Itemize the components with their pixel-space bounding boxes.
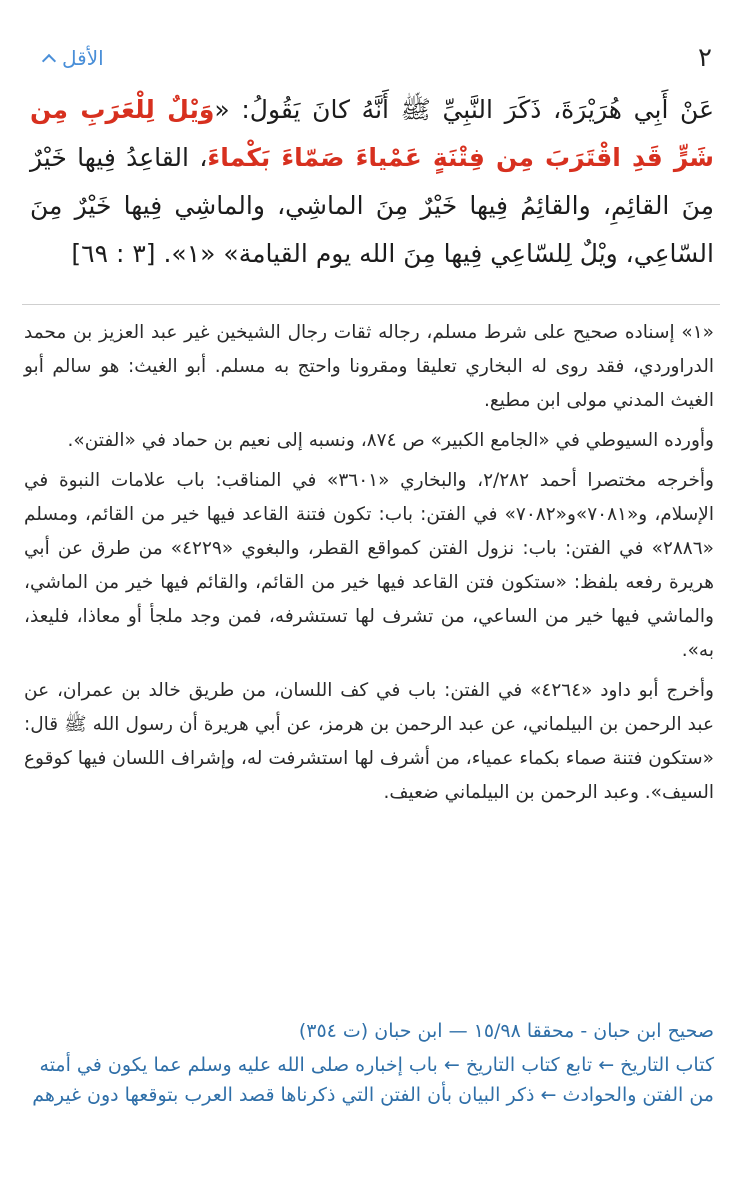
source-chapter-path[interactable]: كتاب التاريخ ← تابع كتاب التاريخ ← باب إخباره صلى الله عليه وسلم عما يكون في أمته من الفتن والحوادث ← ذكر البيان بأن الفتن التي ذكرناها قصد العرب بتوقعها دون غيرهم [32,1054,714,1106]
hadith-text-highlight: وَيْلٌ لِلْعَرَبِ مِن شَرٍّ قَدِ اقْتَرَبَ مِن فِتْنَةٍ عَمْياءَ صَمّاءَ بَكْماءَ [30,95,715,172]
hadith-text [30,86,714,278]
footnotes [24,316,714,816]
hadith-header [44,40,712,76]
source-reference [24,1016,714,1110]
footnote-paragraph: وأخرج أبو داود «٤٢٦٤» في الفتن: باب في كف اللسان، من طريق خالد بن عمران، عن عبد الرحمن بن البيلماني، عن عبد الرحمن بن هرمز، عن أبي هريرة أن رسول الله ﷺ قال: «ستكون فتنة صماء بكماء عمياء، من أشرف لها استشرفت له، وإشراف اللسان فيها كوقوع السيف». وعبد الرحمن بن البيلماني ضعيف. [24,680,714,803]
show-less-label: الأقل [62,46,104,70]
hadith-text-rest: ، القاعِدُ فِيها خَيْرٌ مِنَ القائِمِ، والقائِمُ فِيها خَيْرٌ مِنَ الماشِي، والماشِي فِيها خَيْرٌ مِنَ السّاعِي، ويْلٌ لِلسّاعِي فِيها مِنَ الله يوم القيامة» «١». [٣ : ٦٩] [30,143,714,268]
source-book-link[interactable]: صحيح ابن حبان - محققا ١٥/٩٨ — ابن حبان (ت ٣٥٤) [298,1020,714,1042]
chevron-up-icon [42,54,56,68]
hadith-text-intro: عَنْ أَبِي هُرَيْرَةَ، ذَكَرَ النَّبِيِّ ﷺ أَنَّهُ كانَ يَقُولُ: « [214,95,714,124]
footnote-paragraph: وأورده السيوطي في «الجامع الكبير» ص ٨٧٤، ونسبه إلى نعيم بن حماد في «الفتن». [67,430,714,451]
footnote-paragraph: وأخرجه مختصرا أحمد ٢/٢٨٢، والبخاري «٣٦٠١» في المناقب: باب علامات النبوة في الإسلام، و«٧٠٨١»و«٧٠٨٢» في الفتن: باب: تكون فتنة القاعد فيها خير من القائم، ومسلم «٢٨٨٦» في الفتن: باب: نزول الفتن كمواقع القطر، والبغوي «٤٢٢٩» من طرق عن أبي هريرة رفعه بلفظ: «ستكون فتن القاعد فيها خير من القائم، والقائم فيها خير من الماشي، والماشي فيها خير من الساعي، من تشرف لها تستشرفه، فمن وجد ملجأ أو معاذا، فليعذ، به». [24,470,714,661]
hadith-number: ٢ [698,43,712,73]
footnote-paragraph: «١» إسناده صحيح على شرط مسلم، رجاله ثقات رجال الشيخين غير عبد العزيز بن محمد الدراوردي، فقد روى له البخاري تعليقا ومقرونا واحتج به مسلم. أبو الغيث: هو سالم أبو الغيث المدني مولى ابن مطيع. [24,322,714,411]
show-less-toggle[interactable] [44,40,104,76]
footnote-divider [22,304,720,305]
